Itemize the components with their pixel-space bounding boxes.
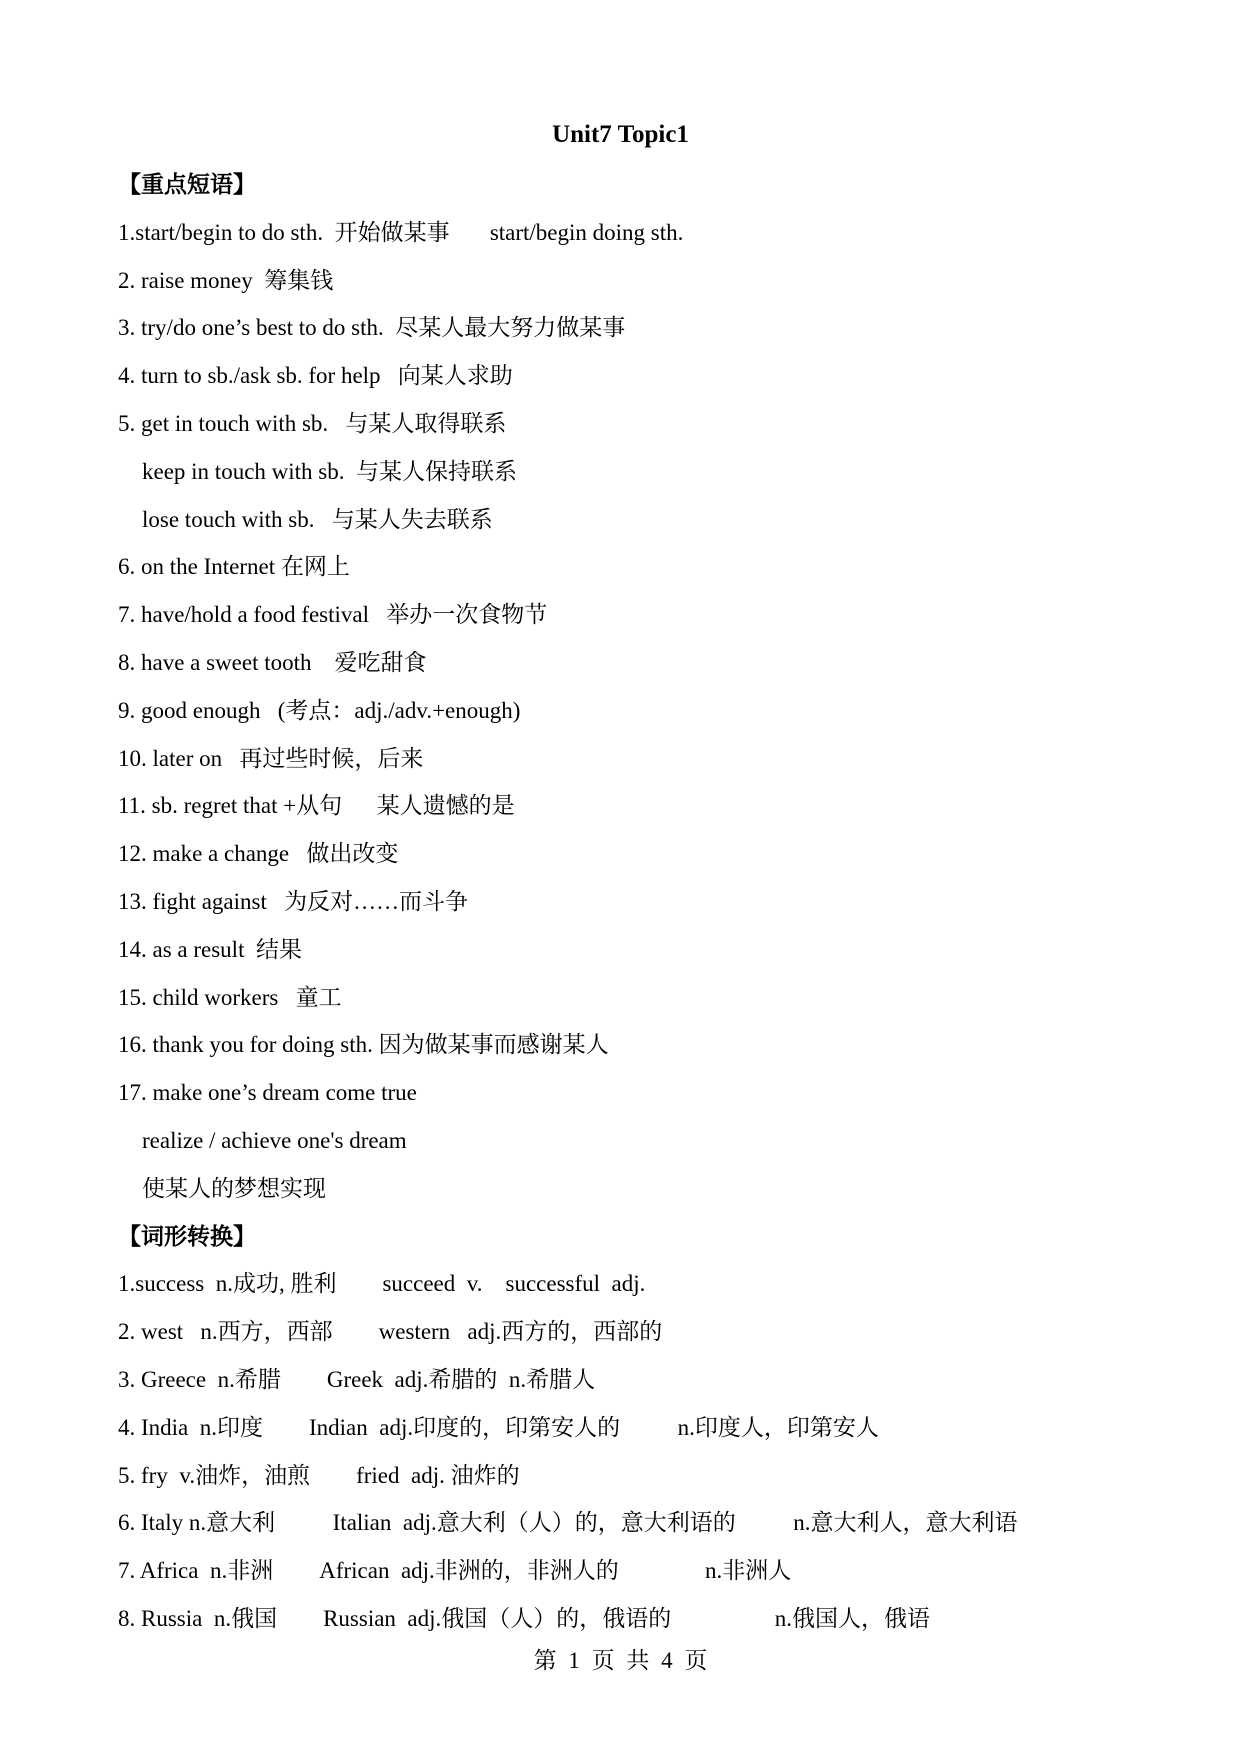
section-heading-key-phrases: 【重点短语】 bbox=[118, 172, 256, 197]
phrase-item: 3. try/do one’s best to do sth. 尽某人最大努力做某事 bbox=[118, 315, 626, 341]
word-form-item: 5. fry v.油炸，油煎 fried adj. 油炸的 bbox=[118, 1462, 520, 1488]
phrase-item: 9. good enough (考点：adj./adv.+enough) bbox=[118, 697, 521, 723]
phrase-item: lose touch with sb. 与某人失去联系 bbox=[142, 506, 493, 532]
phrase-item: 12. make a change 做出改变 bbox=[118, 841, 399, 867]
phrase-item: 10. later on 再过些时候，后来 bbox=[118, 745, 424, 771]
phrase-item: 1.start/begin to do sth. 开始做某事 start/begin doing sth. bbox=[118, 219, 684, 245]
phrase-item: realize / achieve one's dream bbox=[142, 1127, 407, 1153]
phrase-item: 13. fight against 为反对……而斗争 bbox=[118, 888, 469, 914]
phrase-item: keep in touch with sb. 与某人保持联系 bbox=[142, 458, 517, 484]
document-content bbox=[118, 161, 1158, 1643]
phrase-item: 16. thank you for doing sth. 因为做某事而感谢某人 bbox=[118, 1032, 609, 1058]
phrase-item: 11. sb. regret that +从句 某人遗憾的是 bbox=[118, 793, 515, 819]
phrase-item: 4. turn to sb./ask sb. for help 向某人求助 bbox=[118, 363, 513, 389]
document-title: Unit7 Topic1 bbox=[552, 121, 689, 148]
phrase-item: 使某人的梦想实现 bbox=[142, 1175, 326, 1201]
word-form-item: 1.success n.成功, 胜利 succeed v. successful adj. bbox=[118, 1271, 646, 1297]
phrase-item: 6. on the Internet 在网上 bbox=[118, 554, 350, 580]
word-form-item: 3. Greece n.希腊 Greek adj.希腊的 n.希腊人 bbox=[118, 1366, 596, 1392]
word-form-item: 7. Africa n.非洲 African adj.非洲的，非洲人的 n.非洲人 bbox=[118, 1558, 792, 1584]
phrase-item: 14. as a result 结果 bbox=[118, 936, 302, 962]
word-form-item: 8. Russia n.俄国 Russian adj.俄国（人）的，俄语的 n.俄国人，俄语 bbox=[118, 1605, 931, 1631]
phrase-item: 8. have a sweet tooth 爱吃甜食 bbox=[118, 649, 427, 675]
word-form-item: 4. India n.印度 Indian adj.印度的，印第安人的 n.印度人，印第安人 bbox=[118, 1414, 879, 1440]
word-form-item: 6. Italy n.意大利 Italian adj.意大利（人）的，意大利语的 n.意大利人，意大利语 bbox=[118, 1510, 1018, 1536]
phrase-item: 17. make one’s dream come true bbox=[118, 1080, 417, 1106]
phrase-item: 7. have/hold a food festival 举办一次食物节 bbox=[118, 602, 548, 628]
phrase-item: 15. child workers 童工 bbox=[118, 984, 342, 1010]
phrase-item: 5. get in touch with sb. 与某人取得联系 bbox=[118, 410, 507, 436]
phrase-item: 2. raise money 筹集钱 bbox=[118, 267, 334, 293]
section-heading-word-forms: 【词形转换】 bbox=[118, 1223, 256, 1249]
word-form-item: 2. west n.西方，西部 western adj.西方的，西部的 bbox=[118, 1319, 663, 1345]
page-number-footer: 第 1 页 共 4 页 bbox=[533, 1648, 708, 1673]
